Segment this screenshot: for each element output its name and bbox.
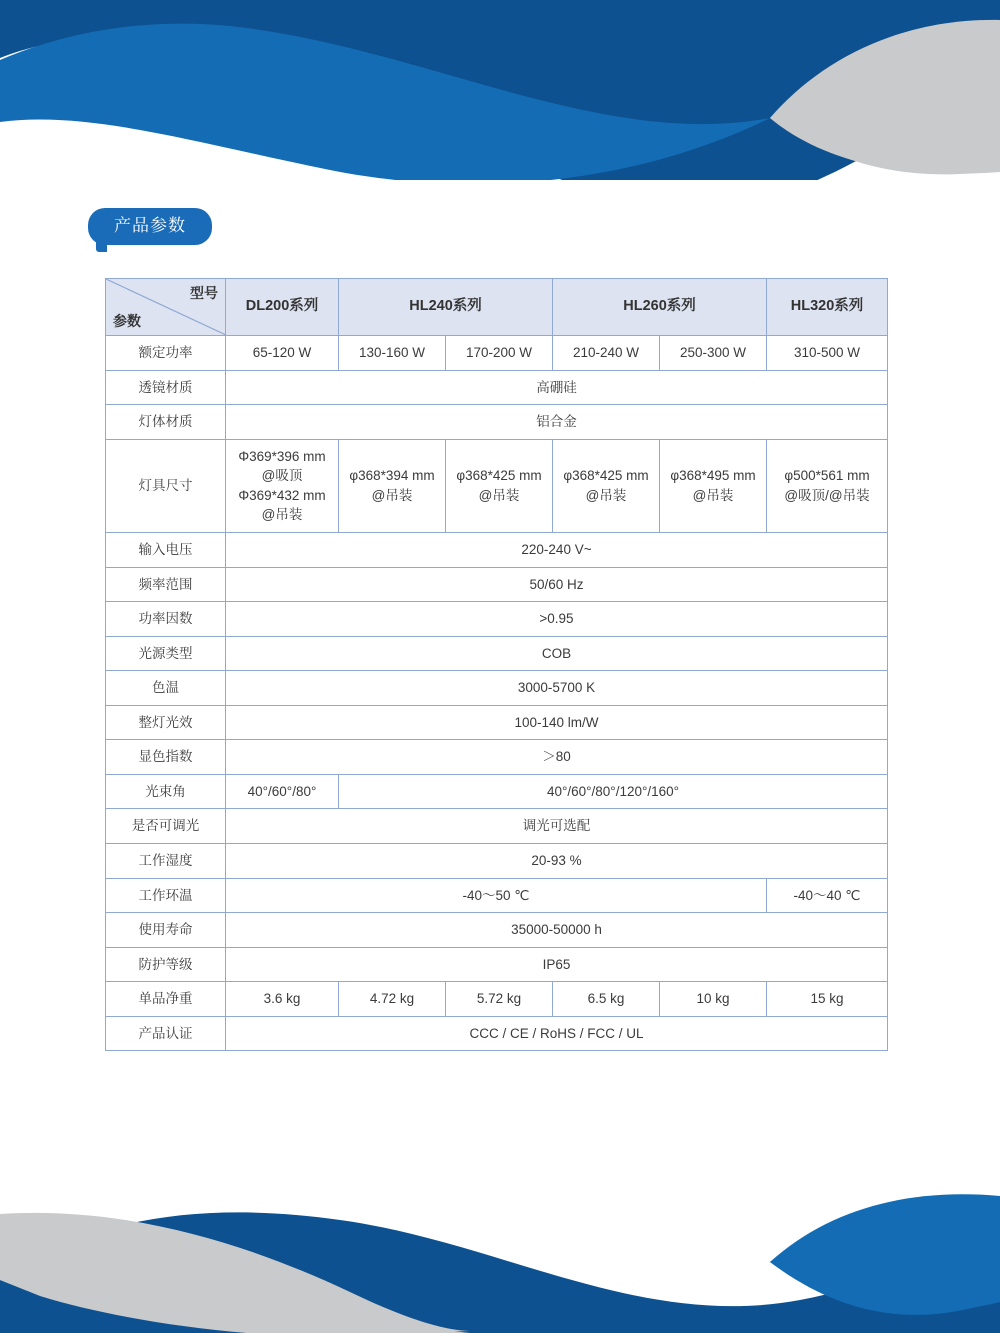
row-label-6: 功率因数 — [106, 602, 226, 637]
row-13-cell-0: 20-93 % — [226, 844, 888, 879]
table-row — [106, 671, 888, 706]
table-model-header-0: DL200系列 — [226, 279, 339, 336]
row-16-cell-0: IP65 — [226, 947, 888, 982]
row-6-cell-0: >0.95 — [226, 602, 888, 637]
table-row — [106, 336, 888, 371]
row-5-cell-0: 50/60 Hz — [226, 567, 888, 602]
row-label-17: 单品净重 — [106, 982, 226, 1017]
row-0-cell-4: 250-300 W — [660, 336, 767, 371]
row-label-11: 光束角 — [106, 774, 226, 809]
table-row — [106, 740, 888, 775]
row-17-cell-5: 15 kg — [767, 982, 888, 1017]
row-10-cell-0: ＞80 — [226, 740, 888, 775]
row-0-cell-3: 210-240 W — [553, 336, 660, 371]
header-wave-decoration — [0, 0, 1000, 180]
row-label-18: 产品认证 — [106, 1016, 226, 1051]
row-label-15: 使用寿命 — [106, 913, 226, 948]
section-badge-label: 产品参数 — [114, 216, 186, 235]
row-1-cell-0: 高硼硅 — [226, 370, 888, 405]
row-label-3: 灯具尺寸 — [106, 439, 226, 532]
row-8-cell-0: 3000-5700 K — [226, 671, 888, 706]
footer-wave-decoration — [0, 1180, 1000, 1333]
row-label-16: 防护等级 — [106, 947, 226, 982]
row-2-cell-0: 铝合金 — [226, 405, 888, 440]
row-label-2: 灯体材质 — [106, 405, 226, 440]
row-label-9: 整灯光效 — [106, 705, 226, 740]
table-row — [106, 636, 888, 671]
corner-param-label: 参数 — [113, 312, 141, 329]
table-header-row — [106, 279, 888, 336]
table-row — [106, 602, 888, 637]
row-label-4: 输入电压 — [106, 532, 226, 567]
row-3-cell-1: φ368*394 mm @吊装 — [339, 439, 446, 532]
row-label-12: 是否可调光 — [106, 809, 226, 844]
row-label-1: 透镜材质 — [106, 370, 226, 405]
spec-table-container — [105, 278, 887, 1051]
row-17-cell-4: 10 kg — [660, 982, 767, 1017]
table-row — [106, 705, 888, 740]
row-label-14: 工作环温 — [106, 878, 226, 913]
row-0-cell-2: 170-200 W — [446, 336, 553, 371]
row-17-cell-0: 3.6 kg — [226, 982, 339, 1017]
table-row — [106, 532, 888, 567]
corner-model-label: 型号 — [190, 285, 218, 301]
table-row — [106, 405, 888, 440]
table-row — [106, 809, 888, 844]
row-17-cell-2: 5.72 kg — [446, 982, 553, 1017]
row-3-cell-5: φ500*561 mm @吸顶/@吊装 — [767, 439, 888, 532]
table-row — [106, 913, 888, 948]
row-18-cell-0: CCC / CE / RoHS / FCC / UL — [226, 1016, 888, 1051]
row-14-cell-0: -40～50 ℃ — [226, 878, 767, 913]
row-11-cell-0: 40°/60°/80° — [226, 774, 339, 809]
row-label-0: 额定功率 — [106, 336, 226, 371]
table-row — [106, 947, 888, 982]
row-7-cell-0: COB — [226, 636, 888, 671]
row-11-cell-1: 40°/60°/80°/120°/160° — [339, 774, 888, 809]
table-row — [106, 567, 888, 602]
table-row — [106, 982, 888, 1017]
row-9-cell-0: 100-140 lm/W — [226, 705, 888, 740]
row-17-cell-3: 6.5 kg — [553, 982, 660, 1017]
row-3-cell-2: φ368*425 mm @吊装 — [446, 439, 553, 532]
table-model-header-1: HL240系列 — [339, 279, 553, 336]
table-row — [106, 774, 888, 809]
section-badge-tail — [96, 238, 107, 252]
row-4-cell-0: 220-240 V~ — [226, 532, 888, 567]
row-label-5: 频率范围 — [106, 567, 226, 602]
row-label-8: 色温 — [106, 671, 226, 706]
table-corner-cell — [106, 279, 226, 336]
table-row — [106, 439, 888, 532]
row-3-cell-3: φ368*425 mm @吊装 — [553, 439, 660, 532]
table-model-header-2: HL260系列 — [553, 279, 767, 336]
table-model-header-3: HL320系列 — [767, 279, 888, 336]
row-label-7: 光源类型 — [106, 636, 226, 671]
table-row — [106, 1016, 888, 1051]
row-12-cell-0: 调光可选配 — [226, 809, 888, 844]
row-0-cell-0: 65-120 W — [226, 336, 339, 371]
row-17-cell-1: 4.72 kg — [339, 982, 446, 1017]
row-15-cell-0: 35000-50000 h — [226, 913, 888, 948]
footer-bright-blue-wave-body — [770, 1194, 1000, 1311]
row-14-cell-1: -40～40 ℃ — [767, 878, 888, 913]
table-row — [106, 844, 888, 879]
row-label-10: 显色指数 — [106, 740, 226, 775]
row-0-cell-5: 310-500 W — [767, 336, 888, 371]
table-row — [106, 878, 888, 913]
table-row — [106, 370, 888, 405]
row-3-cell-0: Φ369*396 mm @吸顶 Φ369*432 mm @吊装 — [226, 439, 339, 532]
row-3-cell-4: φ368*495 mm @吊装 — [660, 439, 767, 532]
row-label-13: 工作湿度 — [106, 844, 226, 879]
product-spec-table — [105, 278, 888, 1051]
row-0-cell-1: 130-160 W — [339, 336, 446, 371]
section-badge-container — [88, 208, 388, 260]
